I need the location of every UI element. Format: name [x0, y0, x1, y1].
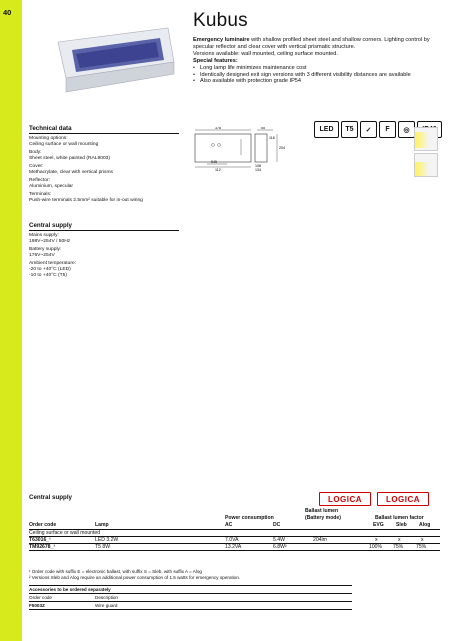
col-header: (Battery mode) [305, 515, 341, 522]
lamp: LED 3.2W [95, 536, 119, 543]
col-header: AC [225, 522, 233, 529]
reflector-label: Reflector: [29, 178, 50, 183]
col-header: Description [95, 595, 118, 600]
dim-label: 55 [261, 127, 265, 131]
terminals-value: Push-wire terminals 2.5mm² suitable for in-out wiring [29, 198, 143, 203]
accessories-table [29, 585, 352, 610]
dim-label: 204 [279, 146, 285, 150]
cover-label: Cover: [29, 164, 44, 169]
ceiling-mount-thumb [414, 153, 438, 177]
factor-sleb: 75% [393, 543, 404, 550]
col-header: Alog [419, 522, 431, 529]
cover-value: Methacrylate, clear with vertical prisms [29, 170, 113, 175]
page-title: Kubus [193, 10, 248, 31]
feature-item: • Also available with protection grade IP54 [193, 78, 438, 85]
col-header: Ballast lumen factor [375, 515, 424, 522]
body-label: Body: [29, 150, 42, 155]
ambient-led: -20 to +40°C (LED) [29, 267, 71, 272]
power-dc: 6.8W² [273, 543, 287, 550]
features-list [193, 65, 438, 86]
f-mark-icon: F [379, 121, 396, 138]
dim-label: 108 [255, 164, 261, 168]
col-header: Order code [29, 595, 52, 600]
col-header: DC [273, 522, 281, 529]
led-badge: LED [314, 121, 339, 138]
reflector-value: Aluminium, specular [29, 184, 74, 189]
technical-data-title: Technical data [29, 126, 179, 134]
factor-sleb: x [398, 536, 401, 543]
col-header: Lamp [95, 522, 109, 529]
power-ac: 13.2VA [225, 543, 242, 550]
logica-logos [319, 492, 429, 506]
product-description [193, 37, 438, 85]
mounting-label: Mounting options: [29, 136, 68, 141]
battery-label: Battery supply: [29, 247, 62, 252]
dim-label: 134 [255, 168, 261, 172]
mains-value: 198V~254V / 50Hz [29, 239, 71, 244]
feature-item: • Identically designed exit sign versions with 3 different visibility distances are available [193, 72, 438, 79]
battery-value: 176V~254V [29, 253, 55, 258]
power-dc: 5.4W [273, 536, 285, 543]
light-distribution-thumbs [414, 127, 438, 179]
technical-data-section [29, 126, 179, 206]
central-supply-title: Central supply [29, 223, 179, 231]
description-lead: Emergency luminaire [193, 37, 250, 43]
factor-evg: 100% [369, 543, 383, 550]
footnote: ² Versions Sleb and Alog require an additional power consumption of 1.5 watts for emergency operation. [29, 575, 241, 580]
logica-logo: LOGICA [319, 492, 371, 506]
factor-alog: x [421, 536, 424, 543]
product-photo [50, 20, 180, 105]
supply-table-title: Central supply [29, 494, 72, 501]
feature-item: • Long lamp life minimizes maintenance cost [193, 65, 438, 72]
col-header: Sleb [396, 522, 407, 529]
dim-label: 112 [215, 168, 221, 172]
footnotes [29, 569, 240, 581]
page-number: 40 [3, 8, 12, 17]
footnote: ¹ Order code with suffix E = electronic ballast, with suffix S = Sleb, with suffix A = Alog [29, 569, 202, 574]
dim-label: 378 [215, 127, 221, 131]
col-header: Power consumption [225, 515, 274, 522]
mounting-value: Ceiling surface or wall mounting [29, 142, 99, 147]
body-value: Sheet steel, white painted (RAL9003) [29, 156, 111, 161]
ambient-label: Ambient temperature: [29, 261, 77, 266]
dim-label: 545 [211, 160, 217, 164]
dimension-drawing [191, 127, 371, 179]
factor-evg: x [375, 536, 378, 543]
lamp: T5 8W [95, 543, 111, 550]
dim-label: 116 [269, 136, 275, 140]
description-text: with shallow profiled sheet steel and shallow corners. Lighting control by specular reflector and clear cover with vertical prismatic structure. [193, 37, 430, 50]
ballast-lumen: 204lm [313, 536, 327, 543]
order-table [29, 508, 440, 551]
col-header: EVG [373, 522, 384, 529]
factor-alog: 75% [416, 543, 427, 550]
terminals-label: Terminals: [29, 192, 52, 197]
central-supply-section [29, 223, 179, 281]
versions-text: Versions available: wall mounted, ceiling surface mounted. [193, 50, 338, 57]
order-code: TM92678_¹ [29, 543, 56, 550]
accessories-title: Accessories to be ordered separately [29, 585, 352, 594]
mains-label: Mains supply: [29, 233, 59, 238]
group-label: Ceiling surface or wall mounted [29, 529, 101, 536]
ambient-t5: -10 to +40°C (T5) [29, 273, 67, 278]
t5-badge: T5 [341, 121, 358, 138]
accessory-code: F5003Z [29, 603, 45, 608]
col-header: Order code [29, 522, 57, 529]
col-header: Ballast lumen [305, 508, 339, 514]
safety-mark-icon: ◎ [398, 121, 415, 138]
enec-mark-icon: ✓ [360, 121, 377, 138]
accessory-desc: Wire guard [95, 603, 118, 608]
wall-mount-thumb [414, 127, 438, 151]
table-row [29, 602, 352, 610]
special-features-title: Special features: [193, 57, 238, 64]
table-row [29, 537, 440, 544]
order-code: T63016_¹ [29, 536, 51, 543]
logica-logo: LOGICA [377, 492, 429, 506]
table-row [29, 544, 440, 551]
power-ac: 7.0VA [225, 536, 239, 543]
chapter-color-band [0, 0, 22, 641]
